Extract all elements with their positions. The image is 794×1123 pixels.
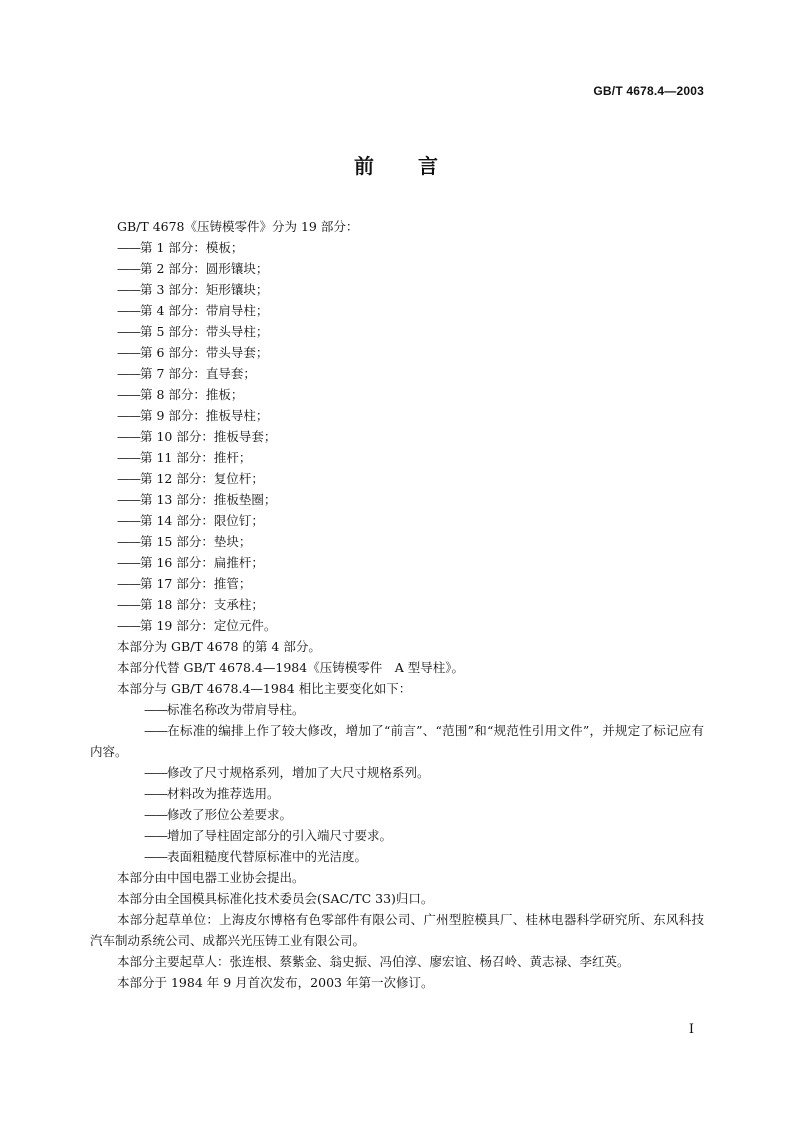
dash-marker: —— <box>117 534 140 549</box>
dash-marker: —— <box>117 240 140 255</box>
history-paragraph: 本部分于 1984 年 9 月首次发布，2003 年第一次修订。 <box>117 975 434 990</box>
list-item: ——第 8 部分：推板； <box>90 384 704 405</box>
intro-paragraph: GB/T 4678《压铸模零件》分为 19 部分： <box>117 219 359 234</box>
list-item: ——第 3 部分：矩形镶块； <box>90 279 704 300</box>
dash-marker: —— <box>144 849 167 864</box>
title-char-1: 前 <box>354 154 376 178</box>
list-item: ——第 13 部分：推板垫圈； <box>90 489 704 510</box>
dash-marker: —— <box>144 807 167 822</box>
list-item: ——第 18 部分：支承柱； <box>90 594 704 615</box>
list-item: ——第 19 部分：定位元件。 <box>90 615 704 636</box>
title-char-2: 言 <box>418 154 440 178</box>
managed-paragraph: 本部分由全国模具标准化技术委员会(SAC/TC 33)归口。 <box>117 891 434 906</box>
dash-marker: —— <box>117 345 140 360</box>
change-item: ——标准名称改为带肩导柱。 <box>90 699 704 720</box>
list-item: ——第 5 部分：带头导柱； <box>90 321 704 342</box>
list-item: ——第 16 部分：扁推杆； <box>90 552 704 573</box>
dash-marker: —— <box>117 450 140 465</box>
changes-list <box>90 699 704 867</box>
foreword-body <box>90 216 704 993</box>
change-item: ——增加了导柱固定部分的引入端尺寸要求。 <box>90 825 704 846</box>
dash-marker: —— <box>144 702 167 717</box>
list-item: ——第 11 部分：推杆； <box>90 447 704 468</box>
dash-marker: —— <box>117 303 140 318</box>
list-item: ——第 10 部分：推板导套； <box>90 426 704 447</box>
list-item: ——第 7 部分：直导套； <box>90 363 704 384</box>
change-item: ——修改了形位公差要求。 <box>90 804 704 825</box>
change-item: ——在标准的编排上作了较大修改，增加了“前言”、“范围”和“规范性引用文件”，并规定了标记应有内容。 <box>90 720 704 762</box>
dash-marker: —— <box>144 723 167 738</box>
standard-code: GB/T 4678.4—2003 <box>593 84 704 98</box>
drafting-units-paragraph: 本部分起草单位：上海皮尔博格有色零部件有限公司、广州型腔模具厂、桂林电器科学研究所、东风科技汽车制动系统公司、成都兴光压铸工业有限公司。 <box>90 912 704 948</box>
list-item: ——第 12 部分：复位杆； <box>90 468 704 489</box>
dash-marker: —— <box>117 492 140 507</box>
list-item: ——第 15 部分：垫块； <box>90 531 704 552</box>
dash-marker: —— <box>117 408 140 423</box>
drafters-paragraph: 本部分主要起草人：张连根、蔡紫金、翁史振、冯伯淳、廖宏谊、杨召岭、黄志禄、李红英。 <box>117 954 630 969</box>
list-item: ——第 9 部分：推板导柱； <box>90 405 704 426</box>
change-item: ——表面粗糙度代替原标准中的光洁度。 <box>90 846 704 867</box>
list-item: ——第 2 部分：圆形镶块； <box>90 258 704 279</box>
change-item: ——修改了尺寸规格系列，增加了大尺寸规格系列。 <box>90 762 704 783</box>
dash-marker: —— <box>144 828 167 843</box>
list-item: ——第 14 部分：限位钉； <box>90 510 704 531</box>
dash-marker: —— <box>117 618 140 633</box>
parts-list <box>90 237 704 636</box>
list-item: ——第 17 部分：推管； <box>90 573 704 594</box>
list-item: ——第 4 部分：带肩导柱； <box>90 300 704 321</box>
dash-marker: —— <box>117 513 140 528</box>
replaces-paragraph: 本部分代替 GB/T 4678.4—1984《压铸模零件 A 型导柱》。 <box>117 660 464 675</box>
list-item: ——第 6 部分：带头导套； <box>90 342 704 363</box>
dash-marker: —— <box>117 366 140 381</box>
change-item: ——材料改为推荐选用。 <box>90 783 704 804</box>
proposed-paragraph: 本部分由中国电器工业协会提出。 <box>117 870 305 885</box>
dash-marker: —— <box>117 261 140 276</box>
list-item: ——第 1 部分：模板； <box>90 237 704 258</box>
dash-marker: —— <box>117 471 140 486</box>
this-part-paragraph: 本部分为 GB/T 4678 的第 4 部分。 <box>117 639 321 654</box>
dash-marker: —— <box>117 576 140 591</box>
changes-intro-paragraph: 本部分与 GB/T 4678.4—1984 相比主要变化如下： <box>117 681 412 696</box>
dash-marker: —— <box>144 765 167 780</box>
dash-marker: —— <box>117 555 140 570</box>
dash-marker: —— <box>144 786 167 801</box>
dash-marker: —— <box>117 387 140 402</box>
dash-marker: —— <box>117 324 140 339</box>
dash-marker: —— <box>117 597 140 612</box>
dash-marker: —— <box>117 282 140 297</box>
dash-marker: —— <box>117 429 140 444</box>
page-title <box>0 150 794 179</box>
page-number: I <box>688 1022 694 1037</box>
